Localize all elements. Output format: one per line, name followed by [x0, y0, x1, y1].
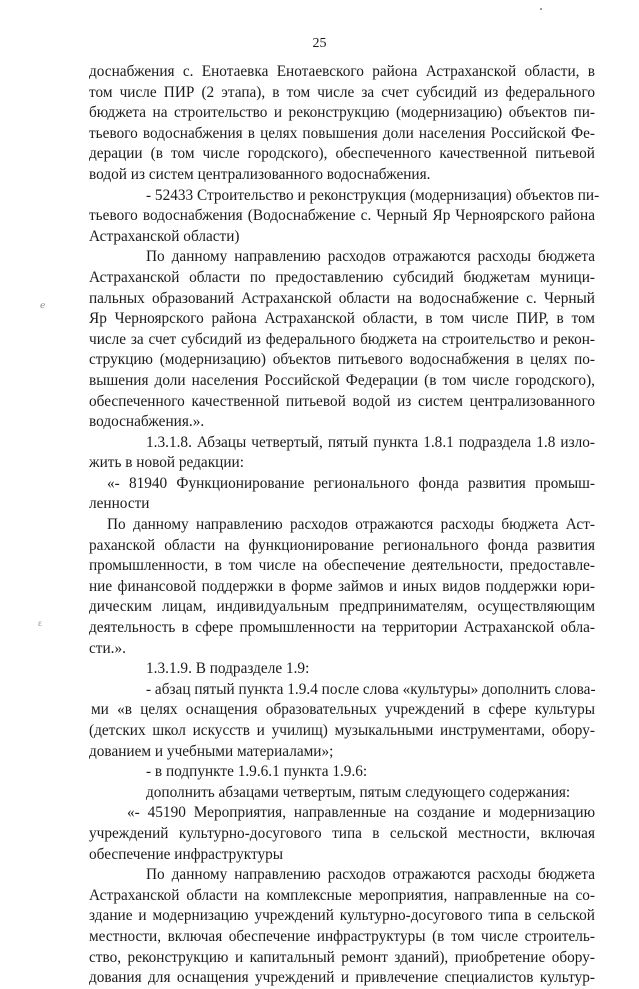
text-line: промышленности, в том числе на обеспечение деятельности, предоставле- [89, 557, 595, 575]
text-line: жить в новой редакции: [89, 454, 244, 472]
page-number: 25 [312, 36, 327, 51]
scan-speck [540, 8, 542, 10]
text-line: доснабжения с. Енотаевка Енотаевского района Астраханской области, в [89, 63, 595, 80]
text-line: дерации (в том числе городского), обеспеченного качественной питьевой [89, 145, 595, 163]
text-line: дования для оснащения учреждений и привлечение специалистов культур- [89, 969, 595, 987]
text-line: ми «в целях оснащения образовательных учреждений в сфере культуры [91, 701, 595, 719]
text-line: - абзац пятый пункта 1.9.4 после слова «культуры» дополнить слова- [146, 680, 596, 698]
text-line: водой из систем централизованного водоснабжения. [89, 165, 431, 183]
text-line: По данному направлению расходов отражаются расходы бюджета [146, 866, 595, 884]
text-line: Яр Черноярского района Астраханской области, в том числе ПИР, в том [89, 310, 595, 328]
document-body [89, 62, 600, 989]
text-line: (детских школ искусств и училищ) музыкальными инструментами, обору- [89, 722, 595, 739]
text-line: том числе ПИР (2 этапа), в том числе за счет субсидий из федерального [89, 83, 595, 101]
text-line: По данному направлению расходов отражаются расходы бюджета Аст- [107, 516, 595, 534]
text-line: учреждений культурно-досугового типа в сельской местности, включая [89, 824, 595, 842]
text-line: дическим лицам, индивидуальным предпринимателям, осуществляющим [89, 598, 595, 616]
text-line: тьевого водоснабжения (Водоснабжение с. Черный Яр Черноярского района [89, 207, 595, 225]
text-line: «- 45190 Мероприятия, направленные на создание и модернизацию [127, 804, 595, 822]
text-line: здание и модернизацию учреждений культурно-досугового типа в сельской [89, 907, 595, 925]
text-line: пальных образований Астраханской области на водоснабжение с. Черный [89, 289, 595, 307]
text-line: раханской области на функционирование регионального фонда развития [89, 536, 595, 554]
text-line: - в подпункте 1.9.6.1 пункта 1.9.6: [146, 763, 368, 781]
text-line: ство, реконструкцию и капитальный ремонт зданий), приобретение обору- [89, 948, 595, 966]
text-line: тьевого водоснабжения в целях повышения доли населения Российской Фе- [89, 124, 595, 142]
text-line: «- 81940 Функционирование регионального фонда развития промыш- [107, 474, 595, 492]
text-line: По данному направлению расходов отражаются расходы бюджета [146, 248, 595, 266]
margin-mark-1: ℯ [40, 300, 46, 310]
text-line: водоснабжения.». [89, 413, 205, 431]
text-line: 1.3.1.8. Абзацы четвертый, пятый пункта 1.8.1 подраздела 1.8 изло- [146, 433, 595, 451]
text-line: вышения доли населения Российской Федерации (в том числе городского), [89, 371, 595, 389]
text-line: бюджета на строительство и реконструкцию (модернизацию) объектов пи- [89, 104, 595, 122]
text-line: дованием и учебными материалами»; [89, 742, 334, 760]
text-line: числе за счет субсидий из федерального бюджета на строительство и рекон- [89, 330, 595, 348]
text-line: деятельность в сфере промышленности на территории Астраханской обла- [89, 619, 595, 637]
text-line: обеспечение инфраструктуры [89, 845, 284, 863]
text-line: Астраханской области) [89, 227, 240, 245]
text-line: дополнить абзацами четвертым, пятым следующего содержания: [146, 783, 571, 801]
text-line: местности, включая обеспечение инфраструктуры (в том числе строитель- [89, 927, 595, 945]
text-line: Астраханской области по предоставлению субсидий бюджетам муници- [89, 268, 595, 286]
text-line: струкцию (модернизацию) объектов питьевого водоснабжения в целях по- [89, 351, 595, 369]
margin-mark-2: ɛ [38, 618, 42, 628]
text-line: ние финансовой поддержки в форме займов и иных видов поддержки юри- [89, 577, 595, 595]
text-line: 1.3.1.9. В подразделе 1.9: [146, 660, 310, 678]
text-line: Астраханской области на комплексные мероприятия, направленные на со- [89, 886, 595, 904]
text-line: ленности [89, 495, 150, 513]
text-line: сти.». [89, 639, 126, 657]
text-line: - 52433 Строительство и реконструкция (модернизация) объектов пи- [146, 186, 600, 204]
text-line: обеспеченного качественной питьевой водой из систем централизованного [89, 392, 595, 410]
